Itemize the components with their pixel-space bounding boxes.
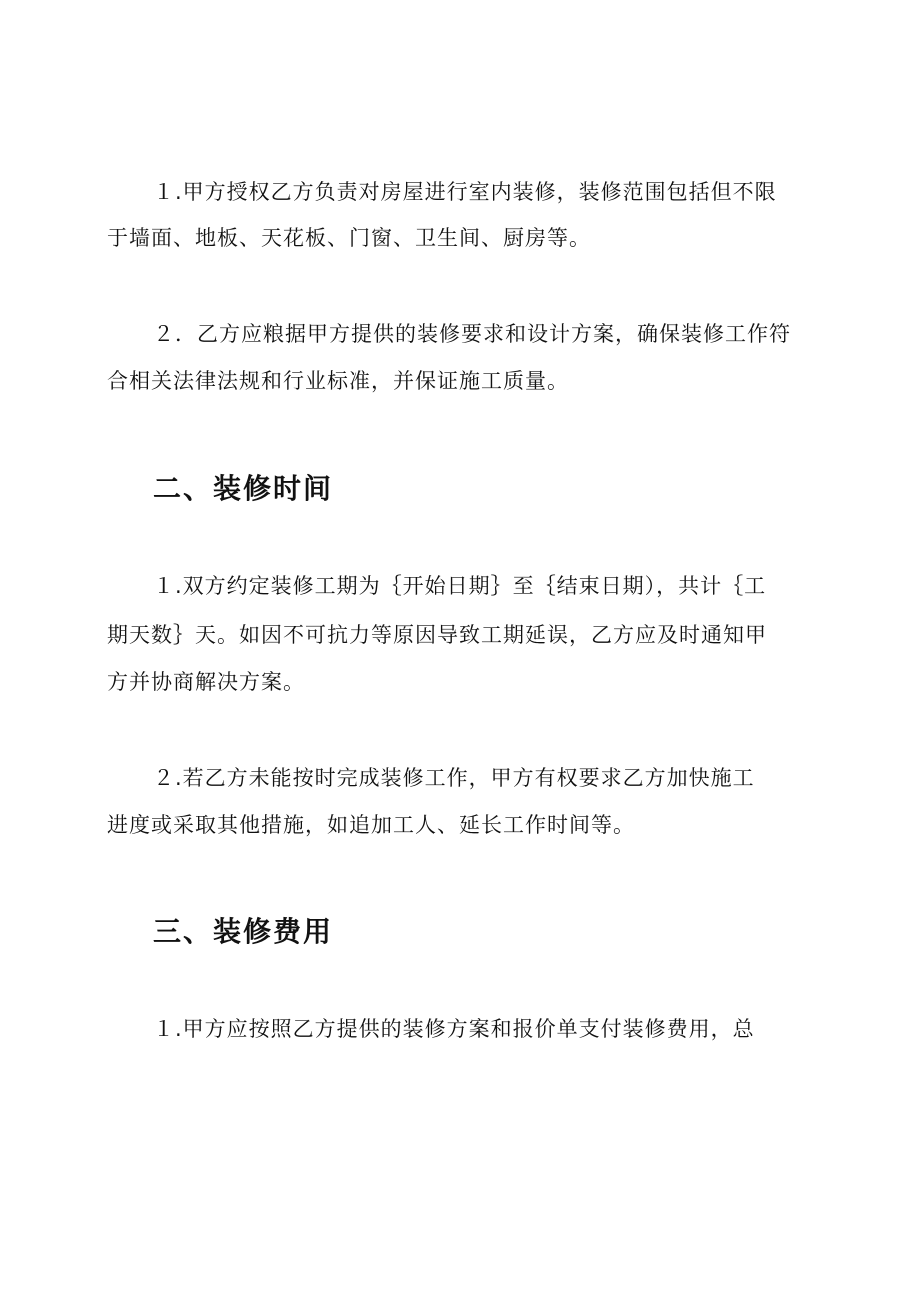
section-heading-decoration-time: 二、装修时间 [153,472,334,505]
clause-3-1-line-1: １.甲方应按照乙方提供的装修方案和报价单支付装修费用，总 [153,1017,755,1041]
clause-1-2-line-2: 合相关法律法规和行业标准，并保证施工质量。 [107,369,569,393]
clause-1-1-line-1: １.甲方授权乙方负责对房屋进行室内装修，装修范围包括但不限 [153,180,777,204]
clause-2-1-line-2: 期天数｝天。如因不可抗力等原因导致工期延误，乙方应及时通知甲 [107,623,767,647]
clause-1-2-line-1: ２．乙方应粮据甲方提供的装修要求和设计方案，确保装修工作符 [153,322,791,346]
section-heading-decoration-cost: 三、装修费用 [153,915,334,948]
clause-2-1-line-1: １.双方约定装修工期为｛开始日期｝至｛结束日期），共计｛工 [153,574,767,598]
clause-1-1-line-2: 于墙面、地板、天花板、门窗、卫生间、厨房等。 [107,226,591,250]
clause-2-1-line-3: 方并协商解决方案。 [107,670,305,694]
clause-2-2-line-2: 进度或采取其他措施，如追加工人、延长工作时间等。 [107,813,635,837]
clause-2-2-line-1: ２.若乙方未能按时完成装修工作，甲方有权要求乙方加快施工 [153,766,755,790]
